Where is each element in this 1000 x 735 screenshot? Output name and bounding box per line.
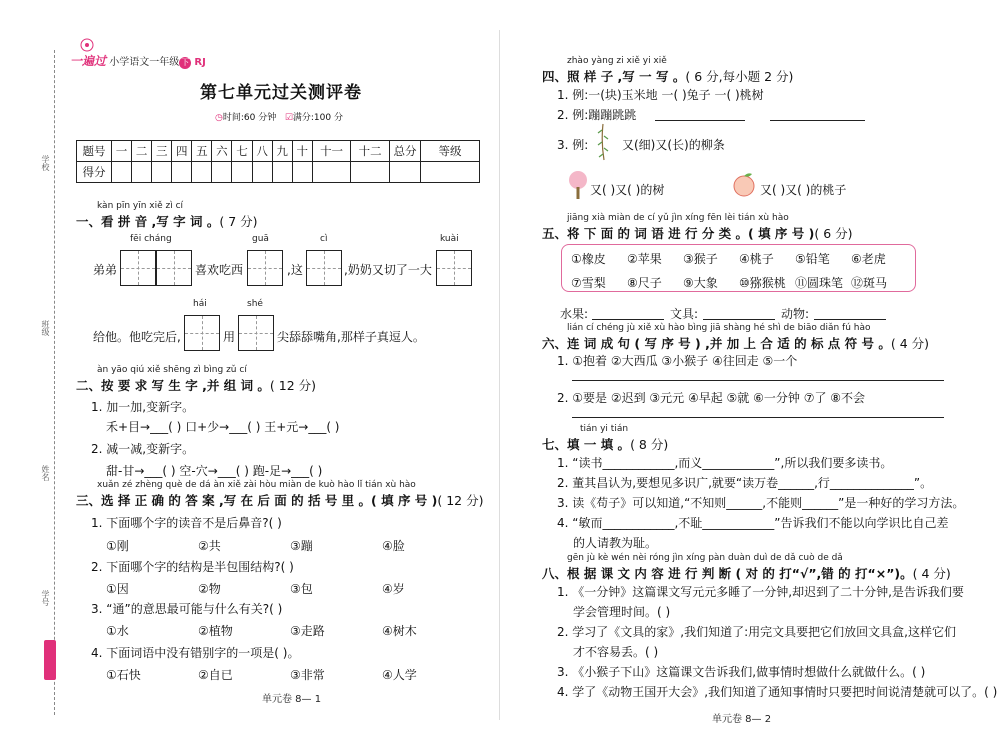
score-value-row bbox=[77, 162, 480, 183]
score-input-cell[interactable] bbox=[172, 162, 192, 183]
score-row-label: 得分 bbox=[77, 162, 112, 183]
s1-text-7: 尖舔舔嘴角,那样子真逗人。 bbox=[277, 330, 425, 344]
score-header-cell: 十二 bbox=[351, 141, 390, 162]
edition-label: RJ bbox=[194, 57, 206, 68]
s1-title-text: 一、看 拼 音 ,写 字 词 。 bbox=[76, 214, 220, 229]
score-header-cell: 总分 bbox=[390, 141, 421, 162]
option-item[interactable]: ④树木 bbox=[382, 624, 417, 638]
sidebar-number: 学号 bbox=[41, 590, 50, 606]
option-item[interactable]: ②苹果 bbox=[627, 252, 662, 266]
s7-title-text: 七、填 一 填 。 bbox=[542, 437, 631, 452]
score-header-cell: 三 bbox=[152, 141, 172, 162]
option-item[interactable]: ②物 bbox=[198, 582, 221, 596]
score-input-cell[interactable] bbox=[212, 162, 232, 183]
s5-title bbox=[542, 224, 853, 242]
s4-title bbox=[542, 67, 793, 85]
sidebar-school: 学校 bbox=[41, 155, 50, 171]
s1-pinyin: kàn pīn yīn xiě zì cí bbox=[97, 201, 184, 211]
s7-q4-cont: 的人请教为耻。 bbox=[573, 536, 658, 550]
s7-q3: 3. 读《苟子》可以知道,“不知则______,不能则______”是一种好的学习方法。 bbox=[557, 496, 965, 510]
s4-points: ( 6 分,每小题 2 分) bbox=[685, 69, 794, 84]
writing-box[interactable] bbox=[436, 250, 472, 286]
answer-line[interactable] bbox=[655, 108, 745, 121]
score-header-cell: 四 bbox=[172, 141, 192, 162]
willow-branch-icon bbox=[592, 122, 614, 162]
option-item[interactable]: ①因 bbox=[106, 582, 129, 596]
score-input-cell[interactable] bbox=[351, 162, 390, 183]
score-header-cell: 八 bbox=[252, 141, 272, 162]
py-hai: hái bbox=[193, 299, 207, 309]
option-item[interactable]: ⑪圆珠笔 bbox=[795, 276, 844, 290]
s6-title-text: 六、连 词 成 句 ( 写 序 号 ) ,并 加 上 合 适 的 标 点 符 号 。 bbox=[542, 336, 891, 351]
s6-q1-answer-line[interactable] bbox=[572, 368, 944, 381]
option-item[interactable]: ①橡皮 bbox=[571, 252, 606, 266]
option-item[interactable]: ⑤铅笔 bbox=[795, 252, 830, 266]
s1-text-6: 用 bbox=[223, 330, 236, 344]
time-limit: 时间:60 分钟 bbox=[222, 113, 277, 123]
s1-text-5: 给他。他吃完后, bbox=[93, 330, 181, 344]
s5-points: ( 6 分) bbox=[814, 226, 853, 241]
s2-points: ( 12 分) bbox=[269, 378, 317, 393]
score-header-row bbox=[77, 141, 480, 162]
check-icon: ☑ bbox=[284, 113, 293, 123]
series-label: 小学语文一年级 bbox=[109, 57, 180, 68]
s8-q1-cont: 学会管理时间。( ) bbox=[573, 605, 671, 619]
s7-points: ( 8 分) bbox=[630, 437, 669, 452]
binding-line bbox=[54, 50, 55, 715]
score-header-cell: 九 bbox=[272, 141, 292, 162]
s3-q2: 2. 下面哪个字的结构是半包围结构?( ) bbox=[91, 560, 294, 574]
option-item[interactable]: ④脸 bbox=[382, 539, 405, 553]
option-item[interactable]: ④桃子 bbox=[739, 252, 774, 266]
s8-q4: 4. 学了《动物王国开大会》,我们知道了通知事情时只要把时间说清楚就可以了。( ) bbox=[557, 685, 998, 699]
s5-title-text: 五、将 下 面 的 词 语 进 行 分 类 。( 填 序 号 ) bbox=[542, 226, 815, 241]
page-title: 第七单元过关测评卷 bbox=[200, 83, 362, 103]
option-item[interactable]: ④岁 bbox=[382, 582, 405, 596]
s6-title bbox=[542, 334, 929, 352]
py-gua: guā bbox=[252, 234, 269, 244]
option-item[interactable]: ⑩猕猴桃 bbox=[739, 276, 786, 290]
sidebar-name: 姓名 bbox=[41, 465, 50, 481]
cat-fruit: 水果: bbox=[560, 307, 589, 321]
score-input-cell[interactable] bbox=[312, 162, 351, 183]
s8-title-text: 八、根 据 课 文 内 容 进 行 判 断 ( 对 的 打“√”,错 的 打“×”)。 bbox=[542, 566, 913, 581]
py-she: shé bbox=[247, 299, 263, 309]
peach-icon bbox=[730, 170, 758, 198]
s6-pinyin: lián cí chéng jù xiě xù hào bìng jiā shàng hé shì de biāo diǎn fú hào bbox=[567, 323, 871, 333]
score-header-cell: 五 bbox=[192, 141, 212, 162]
s1-points: ( 7 分) bbox=[219, 214, 258, 229]
animal-answer-line[interactable] bbox=[814, 307, 886, 320]
s8-title bbox=[542, 564, 951, 582]
writing-box[interactable] bbox=[238, 315, 274, 351]
s7-pinyin: tián yi tián bbox=[580, 424, 629, 434]
s2-pinyin: àn yāo qiú xiě shēng zì bìng zǔ cí bbox=[97, 365, 247, 375]
s7-q1: 1. “读书____________,而义____________”,所以我们要多读书。 bbox=[557, 456, 893, 470]
score-input-cell[interactable] bbox=[152, 162, 172, 183]
option-item[interactable]: ⑧尺子 bbox=[627, 276, 662, 290]
score-header-cell: 题号 bbox=[77, 141, 112, 162]
score-input-cell[interactable] bbox=[390, 162, 421, 183]
score-input-cell[interactable] bbox=[232, 162, 252, 183]
s1-text-3: ,这 bbox=[287, 263, 303, 277]
s4-q1: 1. 例:一(块)玉米地 一( )兔子 一( )桃树 bbox=[557, 88, 764, 102]
s2-title bbox=[76, 376, 316, 394]
fruit-answer-line[interactable] bbox=[592, 307, 664, 320]
s5-pinyin: jiāng xià miàn de cí yǔ jìn xíng fēn lèi tián xù hào bbox=[567, 213, 789, 223]
writing-box[interactable] bbox=[306, 250, 342, 286]
score-input-cell[interactable] bbox=[272, 162, 292, 183]
py-feichang: fēi cháng bbox=[130, 234, 172, 244]
s8-q3: 3. 《小猴子下山》这篇课文告诉我们,做事情时想做什么就做什么。( ) bbox=[557, 665, 926, 679]
s2-q1-answers: 禾+目→___( ) 口+少→___( ) 王+元→___( ) bbox=[106, 420, 340, 434]
option-item[interactable]: ①水 bbox=[106, 624, 129, 638]
score-input-cell[interactable] bbox=[252, 162, 272, 183]
option-item[interactable]: ③包 bbox=[290, 582, 313, 596]
s2-q1: 1. 加一加,变新字。 bbox=[91, 400, 195, 414]
s2-q2: 2. 减一减,变新字。 bbox=[91, 442, 195, 456]
s8-q2: 2. 学习了《文具的家》,我们知道了:用完文具要把它们放回文具盒,这样它们 bbox=[557, 625, 956, 639]
option-item[interactable]: ③蹦 bbox=[290, 539, 313, 553]
s7-q2: 2. 董其昌认为,要想见多识广,就要“读万卷______,行______________”。 bbox=[557, 476, 933, 490]
s3-title bbox=[76, 491, 483, 509]
exam-meta bbox=[215, 110, 343, 123]
clock-icon: ◷ bbox=[215, 113, 223, 123]
score-header-cell: 七 bbox=[232, 141, 252, 162]
score-input-cell[interactable] bbox=[292, 162, 312, 183]
py-ci: cì bbox=[320, 234, 328, 244]
score-header-cell: 十一 bbox=[312, 141, 351, 162]
score-header-cell: 一 bbox=[112, 141, 132, 162]
sidebar-class: 班级 bbox=[41, 320, 50, 336]
s3-q4: 4. 下面词语中没有错别字的一项是( )。 bbox=[91, 646, 300, 660]
page-divider bbox=[499, 30, 500, 720]
s8-points: ( 4 分) bbox=[912, 566, 951, 581]
score-input-cell[interactable] bbox=[421, 162, 480, 183]
s6-q1: 1. ①抱着 ②大西瓜 ③小猴子 ④往回走 ⑤一个 bbox=[557, 354, 798, 368]
score-input-cell[interactable] bbox=[192, 162, 212, 183]
score-header-cell: 等级 bbox=[421, 141, 480, 162]
option-item[interactable]: ③猴子 bbox=[683, 252, 718, 266]
s1-text-2: 喜欢吃西 bbox=[195, 263, 244, 277]
s1-title bbox=[76, 212, 258, 230]
brand-name: 一遍过 bbox=[70, 54, 107, 68]
s3-q3: 3. “通”的意思最可能与什么有关?( ) bbox=[91, 602, 283, 616]
s4-q3-example: 又(细)又(长)的柳条 bbox=[622, 138, 725, 152]
score-input-cell[interactable] bbox=[112, 162, 132, 183]
option-item[interactable]: ②植物 bbox=[198, 624, 233, 638]
score-header-cell: 二 bbox=[132, 141, 152, 162]
option-item[interactable]: ②共 bbox=[198, 539, 221, 553]
brand-logo bbox=[70, 52, 206, 69]
s3-q1: 1. 下面哪个字的读音不是后鼻音?( ) bbox=[91, 516, 282, 530]
s4-pinyin: zhào yàng zi xiě yi xiě bbox=[567, 56, 667, 66]
option-item[interactable]: ①刚 bbox=[106, 539, 129, 553]
score-header-cell: 六 bbox=[212, 141, 232, 162]
s8-q1: 1. 《一分钟》这篇课文写元元多睡了一分钟,却迟到了二十分钟,是告诉我们要 bbox=[557, 585, 964, 599]
option-item[interactable]: ④人学 bbox=[382, 668, 417, 682]
s4-title-text: 四、照 样 子 ,写 一 写 。 bbox=[542, 69, 686, 84]
s1-text-4: ,奶奶又切了一大 bbox=[344, 263, 432, 277]
s4-q3: 3. 例: bbox=[557, 138, 589, 152]
writing-box[interactable] bbox=[156, 250, 192, 286]
option-item[interactable]: ⑦雪梨 bbox=[571, 276, 606, 290]
s4-q3-peach: 又( )又( )的桃子 bbox=[760, 183, 847, 197]
footer-right: 单元卷 8— 2 bbox=[712, 714, 772, 725]
py-kuai: kuài bbox=[440, 234, 459, 244]
option-item[interactable]: ②自已 bbox=[198, 668, 233, 682]
stationery-answer-line[interactable] bbox=[703, 307, 775, 320]
cat-stationery: 文具: bbox=[670, 307, 699, 321]
option-item[interactable]: ⑥老虎 bbox=[851, 252, 886, 266]
s3-title-text: 三、选 择 正 确 的 答 案 ,写 在 后 面 的 括 号 里 。( 填 序 号 ) bbox=[76, 493, 438, 508]
s4-q2: 2. 例:蹦蹦跳跳 bbox=[557, 108, 637, 122]
s6-points: ( 4 分) bbox=[890, 336, 930, 351]
writing-box[interactable] bbox=[247, 250, 283, 286]
writing-box[interactable] bbox=[184, 315, 220, 351]
cat-animal: 动物: bbox=[781, 307, 810, 321]
s3-points: ( 12 分) bbox=[437, 493, 484, 508]
s8-pinyin: gēn jù kè wén nèi róng jìn xíng pàn duàn duì de dǎ cuò de dǎ bbox=[567, 553, 843, 563]
answer-line[interactable] bbox=[770, 108, 865, 121]
s2-q2-answers: 甜-甘→___( ) 空-穴→___( ) 跑-足→___( ) bbox=[106, 464, 323, 478]
full-score: 满分:100 分 bbox=[292, 113, 343, 123]
s7-title bbox=[542, 435, 668, 453]
s3-pinyin: xuǎn zé zhèng què de dá àn xiě zài hòu miàn de kuò hào lǐ tián xù hào bbox=[97, 480, 416, 490]
s2-title-text: 二、按 要 求 写 生 字 ,并 组 词 。 bbox=[76, 378, 270, 393]
s7-q4: 4. “敏而____________,不耻____________”告诉我们不能以向学识比自己差 bbox=[557, 516, 949, 530]
option-item[interactable]: ①石快 bbox=[106, 668, 141, 682]
option-item[interactable]: ⑨大象 bbox=[683, 276, 718, 290]
tree-icon bbox=[566, 170, 590, 200]
s8-q2-cont: 才不容易丢。( ) bbox=[573, 645, 659, 659]
option-item[interactable]: ③非常 bbox=[290, 668, 325, 682]
grade-badge: 下 bbox=[181, 58, 190, 67]
s1-text-1: 弟弟 bbox=[93, 263, 118, 277]
s6-q2: 2. ①要是 ②迟到 ③元元 ④早起 ⑤就 ⑥一分钟 ⑦了 ⑧不会 bbox=[557, 391, 866, 405]
s6-q2-answer-line[interactable] bbox=[572, 405, 944, 418]
option-item[interactable]: ⑫斑马 bbox=[851, 276, 888, 290]
s4-q3-tree: 又( )又( )的树 bbox=[590, 183, 665, 197]
score-input-cell[interactable] bbox=[132, 162, 152, 183]
score-table bbox=[76, 140, 480, 183]
score-header-cell: 十 bbox=[292, 141, 312, 162]
option-item[interactable]: ③走路 bbox=[290, 624, 325, 638]
sidebar-logo-badge bbox=[44, 640, 56, 680]
writing-box[interactable] bbox=[120, 250, 156, 286]
footer-left: 单元卷 8— 1 bbox=[262, 694, 322, 705]
